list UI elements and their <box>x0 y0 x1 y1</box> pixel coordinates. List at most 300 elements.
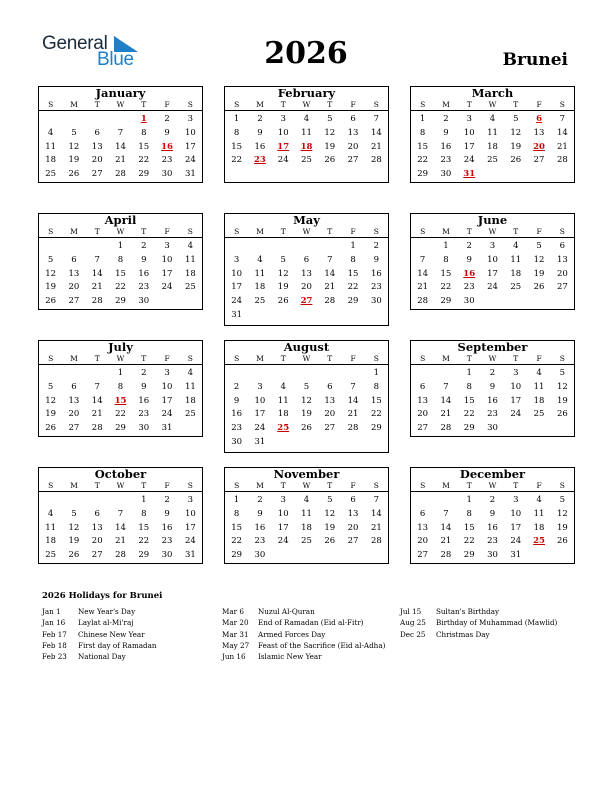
day-cell: 28 <box>417 296 429 307</box>
day-cell: 7 <box>419 254 426 265</box>
weekday-label: T <box>94 481 100 490</box>
day-cell: 18 <box>510 268 522 279</box>
day-cell: 18 <box>277 409 289 420</box>
day-cell: 1 <box>443 241 449 251</box>
empty-day-cell <box>295 240 318 254</box>
month-title: April <box>104 213 137 227</box>
day-cell: 23 <box>487 409 498 420</box>
day-cell: 29 <box>231 550 243 561</box>
day-cell: 9 <box>164 127 170 138</box>
holiday-name: Christmas Day <box>436 629 490 639</box>
day-cell: 9 <box>489 381 496 392</box>
day-cell: 17 <box>231 282 243 293</box>
empty-day-cell <box>62 240 85 254</box>
day-cell: 19 <box>324 141 336 152</box>
empty-day-cell <box>62 113 85 127</box>
day-cell: 22 <box>231 155 243 166</box>
month-november <box>224 467 389 564</box>
weekday-label: M <box>70 100 78 109</box>
weekday-label: M <box>442 354 450 363</box>
holidays-list <box>42 590 582 662</box>
weekday-label: W <box>302 481 311 490</box>
holiday-name: First day of Ramadan <box>78 640 157 650</box>
day-cell: 8 <box>117 254 124 265</box>
day-cell: 4 <box>536 495 542 505</box>
empty-day-cell <box>109 113 132 127</box>
day-cell: 15 <box>440 268 452 279</box>
day-cell: 23 <box>231 423 243 434</box>
day-cell: 10 <box>231 268 243 279</box>
day-cell: 3 <box>164 241 170 251</box>
empty-day-cell <box>248 367 271 381</box>
day-cell: 24 <box>277 155 289 166</box>
day-cell: 21 <box>370 141 382 152</box>
month-title: August <box>283 340 330 354</box>
day-cell: 16 <box>161 522 173 533</box>
day-cell: 28 <box>324 296 336 307</box>
day-cell: 12 <box>68 141 80 152</box>
day-cell: 18 <box>45 536 57 547</box>
day-cell: 17 <box>510 395 522 406</box>
day-cell: 1 <box>350 241 356 251</box>
day-cell: 31 <box>510 550 522 561</box>
day-cell: 4 <box>187 241 194 251</box>
day-grid <box>225 238 388 323</box>
day-cell: 22 <box>370 409 382 420</box>
day-cell: 3 <box>466 114 472 124</box>
day-cell: 22 <box>138 536 150 547</box>
day-cell: 14 <box>556 127 568 138</box>
day-cell: 23 <box>370 282 382 293</box>
holiday-date: Mar 6 <box>222 607 244 616</box>
empty-day-cell <box>39 367 62 381</box>
day-cell: 21 <box>556 141 568 152</box>
day-cell: 26 <box>533 282 545 293</box>
holiday-entry <box>42 629 222 640</box>
day-cell: 7 <box>559 114 566 124</box>
day-cell: 30 <box>463 296 475 307</box>
day-cell: 17 <box>161 268 173 279</box>
day-cell: 6 <box>327 381 333 392</box>
holiday-name: National Day <box>78 652 126 662</box>
day-cell: 27 <box>91 550 103 561</box>
day-cell: 4 <box>303 114 310 124</box>
weekday-label: S <box>559 227 565 236</box>
holiday-entry <box>400 629 580 640</box>
holiday-day: 31 <box>463 169 476 180</box>
logo-word-blue: Blue <box>97 49 134 70</box>
day-cell: 25 <box>301 536 312 547</box>
day-cell: 29 <box>347 296 359 307</box>
day-cell: 7 <box>327 254 333 265</box>
weekday-label: W <box>116 100 125 109</box>
day-cell: 7 <box>443 508 449 519</box>
weekday-label: M <box>70 227 78 236</box>
day-cell: 28 <box>91 423 103 434</box>
day-grid <box>411 365 574 436</box>
weekday-label: S <box>373 227 379 236</box>
weekday-label: T <box>327 227 333 236</box>
weekday-label: F <box>536 100 542 109</box>
day-cell: 15 <box>138 522 150 533</box>
day-cell: 19 <box>533 268 545 279</box>
weekday-label: S <box>234 227 240 236</box>
day-cell: 24 <box>487 282 498 293</box>
weekday-label: T <box>94 100 100 109</box>
day-cell: 27 <box>347 536 359 547</box>
holiday-entry <box>222 651 402 662</box>
day-cell: 1 <box>373 368 380 378</box>
day-cell: 28 <box>115 550 126 561</box>
day-cell: 22 <box>231 536 243 547</box>
day-cell: 27 <box>417 423 429 434</box>
day-cell: 1 <box>466 368 472 378</box>
day-cell: 28 <box>370 536 382 547</box>
day-cell: 6 <box>94 127 100 138</box>
day-cell: 13 <box>91 522 103 533</box>
day-cell: 10 <box>161 254 173 265</box>
day-cell: 2 <box>164 114 170 124</box>
day-cell: 4 <box>513 241 519 251</box>
day-cell: 12 <box>324 508 336 519</box>
weekday-label: S <box>187 227 193 236</box>
day-cell: 23 <box>487 536 498 547</box>
day-cell: 15 <box>417 141 429 152</box>
holiday-date: Feb 17 <box>42 629 67 639</box>
day-cell: 22 <box>440 282 452 293</box>
weekday-label: S <box>373 354 379 363</box>
weekday-label: T <box>94 354 100 363</box>
day-cell: 12 <box>324 127 336 138</box>
weekday-label: T <box>466 100 472 109</box>
day-cell: 4 <box>536 368 542 378</box>
day-grid <box>225 492 388 563</box>
weekday-label: S <box>373 481 379 490</box>
day-cell: 6 <box>350 114 356 124</box>
day-cell: 17 <box>277 522 289 533</box>
day-cell: 6 <box>303 254 310 265</box>
day-cell: 2 <box>373 241 380 251</box>
day-cell: 23 <box>138 282 150 293</box>
day-cell: 10 <box>161 381 173 392</box>
day-cell: 10 <box>277 508 289 519</box>
day-cell: 18 <box>533 395 545 406</box>
weekday-label: T <box>141 481 147 490</box>
day-cell: 25 <box>184 409 196 420</box>
weekday-label: S <box>234 100 240 109</box>
day-cell: 31 <box>184 169 196 180</box>
weekday-label: S <box>420 100 426 109</box>
day-cell: 15 <box>231 522 243 533</box>
day-cell: 21 <box>115 536 126 547</box>
day-cell: 5 <box>327 114 333 124</box>
month-october <box>38 467 203 564</box>
weekday-label: T <box>280 354 286 363</box>
day-cell: 11 <box>301 127 312 138</box>
weekday-label: W <box>302 354 311 363</box>
holiday-entry <box>222 629 402 640</box>
weekday-label: T <box>513 354 519 363</box>
holiday-name: Laylat al-Mi'raj <box>78 618 134 628</box>
holiday-date: Feb 18 <box>42 640 67 650</box>
weekday-label: T <box>327 354 333 363</box>
day-cell: 3 <box>513 368 519 378</box>
empty-day-cell <box>411 367 434 381</box>
day-cell: 13 <box>347 127 359 138</box>
day-cell: 13 <box>417 522 429 533</box>
day-cell: 24 <box>510 409 522 420</box>
day-cell: 17 <box>184 522 196 533</box>
day-cell: 9 <box>164 508 170 519</box>
weekday-label: T <box>280 227 286 236</box>
day-cell: 16 <box>138 268 150 279</box>
day-cell: 21 <box>115 155 126 166</box>
day-cell: 7 <box>373 114 380 124</box>
empty-day-cell <box>318 367 341 381</box>
day-cell: 26 <box>301 423 312 434</box>
day-cell: 30 <box>161 169 173 180</box>
day-cell: 8 <box>233 127 240 138</box>
day-cell: 22 <box>463 409 475 420</box>
day-cell: 9 <box>141 381 147 392</box>
day-cell: 12 <box>277 268 289 279</box>
day-cell: 1 <box>117 241 124 251</box>
day-cell: 7 <box>373 495 380 505</box>
day-cell: 25 <box>533 409 545 420</box>
day-cell: 28 <box>91 296 103 307</box>
empty-day-cell <box>295 367 318 381</box>
day-cell: 19 <box>45 282 57 293</box>
day-cell: 30 <box>138 423 150 434</box>
holiday-name: Armed Forces Day <box>258 629 326 639</box>
day-cell: 10 <box>184 127 196 138</box>
month-february <box>224 86 389 183</box>
day-cell: 26 <box>556 536 568 547</box>
day-cell: 20 <box>91 155 103 166</box>
day-cell: 27 <box>324 423 336 434</box>
holidays-title: 2026 Holidays for Brunei <box>42 591 163 601</box>
day-cell: 11 <box>184 381 196 392</box>
weekday-label: S <box>559 354 565 363</box>
weekday-header <box>411 354 574 365</box>
day-cell: 25 <box>510 282 522 293</box>
empty-day-cell <box>225 367 248 381</box>
day-cell: 27 <box>556 282 568 293</box>
day-grid <box>411 111 574 182</box>
month-title: November <box>273 467 340 481</box>
day-cell: 5 <box>47 381 54 392</box>
weekday-label: S <box>234 354 240 363</box>
weekday-label: S <box>234 481 240 490</box>
weekday-label: M <box>70 354 78 363</box>
weekday-label: S <box>373 100 379 109</box>
day-cell: 6 <box>350 495 356 505</box>
day-cell: 11 <box>184 254 196 265</box>
day-cell: 17 <box>463 141 475 152</box>
day-cell: 14 <box>347 395 359 406</box>
day-cell: 5 <box>280 254 286 265</box>
day-cell: 24 <box>184 155 196 166</box>
day-cell: 2 <box>257 114 263 124</box>
day-cell: 18 <box>45 155 57 166</box>
day-cell: 27 <box>417 550 429 561</box>
day-cell: 5 <box>71 508 77 519</box>
day-cell: 31 <box>161 423 173 434</box>
day-cell: 25 <box>301 155 312 166</box>
weekday-header <box>39 100 202 111</box>
day-cell: 11 <box>533 381 545 392</box>
day-cell: 2 <box>164 495 170 505</box>
weekday-label: T <box>141 354 147 363</box>
day-cell: 24 <box>463 155 475 166</box>
holiday-day: 27 <box>300 296 313 307</box>
holiday-entry <box>42 606 222 617</box>
day-cell: 3 <box>280 495 286 505</box>
month-title: July <box>108 340 133 354</box>
holiday-day: 1 <box>140 114 147 124</box>
holiday-day: 16 <box>161 141 173 152</box>
day-cell: 31 <box>231 309 243 320</box>
day-cell: 29 <box>463 423 475 434</box>
weekday-label: W <box>488 100 497 109</box>
day-cell: 11 <box>277 395 289 406</box>
weekday-label: T <box>513 481 519 490</box>
empty-day-cell <box>272 367 295 381</box>
weekday-label: M <box>256 100 264 109</box>
day-cell: 29 <box>138 550 150 561</box>
day-cell: 13 <box>556 254 568 265</box>
day-cell: 14 <box>115 522 126 533</box>
holiday-date: Jan 16 <box>42 618 66 628</box>
day-cell: 6 <box>71 381 77 392</box>
day-cell: 29 <box>463 550 475 561</box>
day-cell: 20 <box>347 522 359 533</box>
day-cell: 9 <box>141 254 147 265</box>
holidays-column <box>400 606 580 640</box>
holiday-entry <box>400 617 580 628</box>
holiday-day: 16 <box>463 268 476 279</box>
day-cell: 26 <box>45 296 57 307</box>
day-cell: 10 <box>487 254 498 265</box>
day-cell: 16 <box>487 522 498 533</box>
day-cell: 12 <box>68 522 80 533</box>
day-cell: 7 <box>117 508 124 519</box>
weekday-label: S <box>187 354 193 363</box>
holidays-column <box>222 606 402 662</box>
weekday-header <box>39 227 202 238</box>
day-cell: 28 <box>440 550 452 561</box>
day-cell: 2 <box>466 241 472 251</box>
day-cell: 26 <box>556 409 568 420</box>
weekday-label: S <box>559 481 565 490</box>
empty-day-cell <box>62 367 85 381</box>
day-cell: 11 <box>301 508 312 519</box>
day-cell: 5 <box>71 127 77 138</box>
day-cell: 29 <box>370 423 382 434</box>
empty-day-cell <box>86 494 109 508</box>
day-cell: 8 <box>117 381 124 392</box>
empty-day-cell <box>86 113 109 127</box>
day-cell: 10 <box>277 127 289 138</box>
day-cell: 1 <box>419 114 426 124</box>
day-cell: 15 <box>347 268 359 279</box>
holiday-entry <box>222 640 402 651</box>
day-cell: 19 <box>301 409 312 420</box>
weekday-header <box>225 100 388 111</box>
day-cell: 5 <box>536 241 542 251</box>
weekday-label: T <box>280 100 286 109</box>
month-july <box>38 340 203 437</box>
day-cell: 12 <box>556 508 568 519</box>
weekday-header <box>411 227 574 238</box>
holiday-name: End of Ramadan (Eid al-Fitr) <box>258 618 364 628</box>
day-cell: 25 <box>487 155 498 166</box>
day-cell: 3 <box>187 495 194 505</box>
day-cell: 18 <box>184 395 196 406</box>
day-cell: 12 <box>301 395 312 406</box>
day-cell: 19 <box>45 409 57 420</box>
empty-day-cell <box>225 240 248 254</box>
month-december <box>410 467 575 564</box>
day-cell: 30 <box>231 436 243 447</box>
day-cell: 9 <box>443 127 449 138</box>
empty-day-cell <box>86 367 109 381</box>
day-cell: 20 <box>417 409 429 420</box>
day-cell: 4 <box>280 381 286 392</box>
day-cell: 25 <box>184 282 196 293</box>
day-cell: 20 <box>347 141 359 152</box>
day-cell: 3 <box>513 495 519 505</box>
day-cell: 15 <box>115 268 126 279</box>
day-cell: 15 <box>231 141 243 152</box>
day-cell: 23 <box>161 155 173 166</box>
day-cell: 20 <box>301 282 312 293</box>
weekday-label: F <box>536 481 542 490</box>
day-cell: 27 <box>91 169 103 180</box>
month-title: December <box>459 467 526 481</box>
logo-word-general: General <box>42 33 108 54</box>
day-cell: 29 <box>440 296 452 307</box>
holiday-date: Dec 25 <box>400 629 426 639</box>
day-cell: 8 <box>141 508 147 519</box>
day-grid <box>39 492 202 563</box>
day-cell: 10 <box>510 508 522 519</box>
empty-day-cell <box>39 113 62 127</box>
day-cell: 16 <box>138 395 150 406</box>
day-cell: 17 <box>510 522 522 533</box>
weekday-label: F <box>536 354 542 363</box>
day-cell: 15 <box>138 141 150 152</box>
weekday-label: S <box>48 354 54 363</box>
weekday-label: S <box>48 227 54 236</box>
weekday-label: T <box>280 481 286 490</box>
day-cell: 2 <box>233 381 240 392</box>
day-cell: 15 <box>463 395 475 406</box>
day-cell: 20 <box>417 536 429 547</box>
day-cell: 14 <box>91 268 103 279</box>
weekday-label: T <box>466 354 472 363</box>
empty-day-cell <box>86 240 109 254</box>
day-cell: 13 <box>68 395 80 406</box>
day-cell: 20 <box>91 536 103 547</box>
day-cell: 5 <box>47 254 54 265</box>
month-september <box>410 340 575 437</box>
day-cell: 2 <box>489 368 496 378</box>
weekday-label: S <box>187 100 193 109</box>
day-cell: 1 <box>233 114 240 124</box>
day-cell: 13 <box>417 395 429 406</box>
day-cell: 7 <box>443 381 449 392</box>
